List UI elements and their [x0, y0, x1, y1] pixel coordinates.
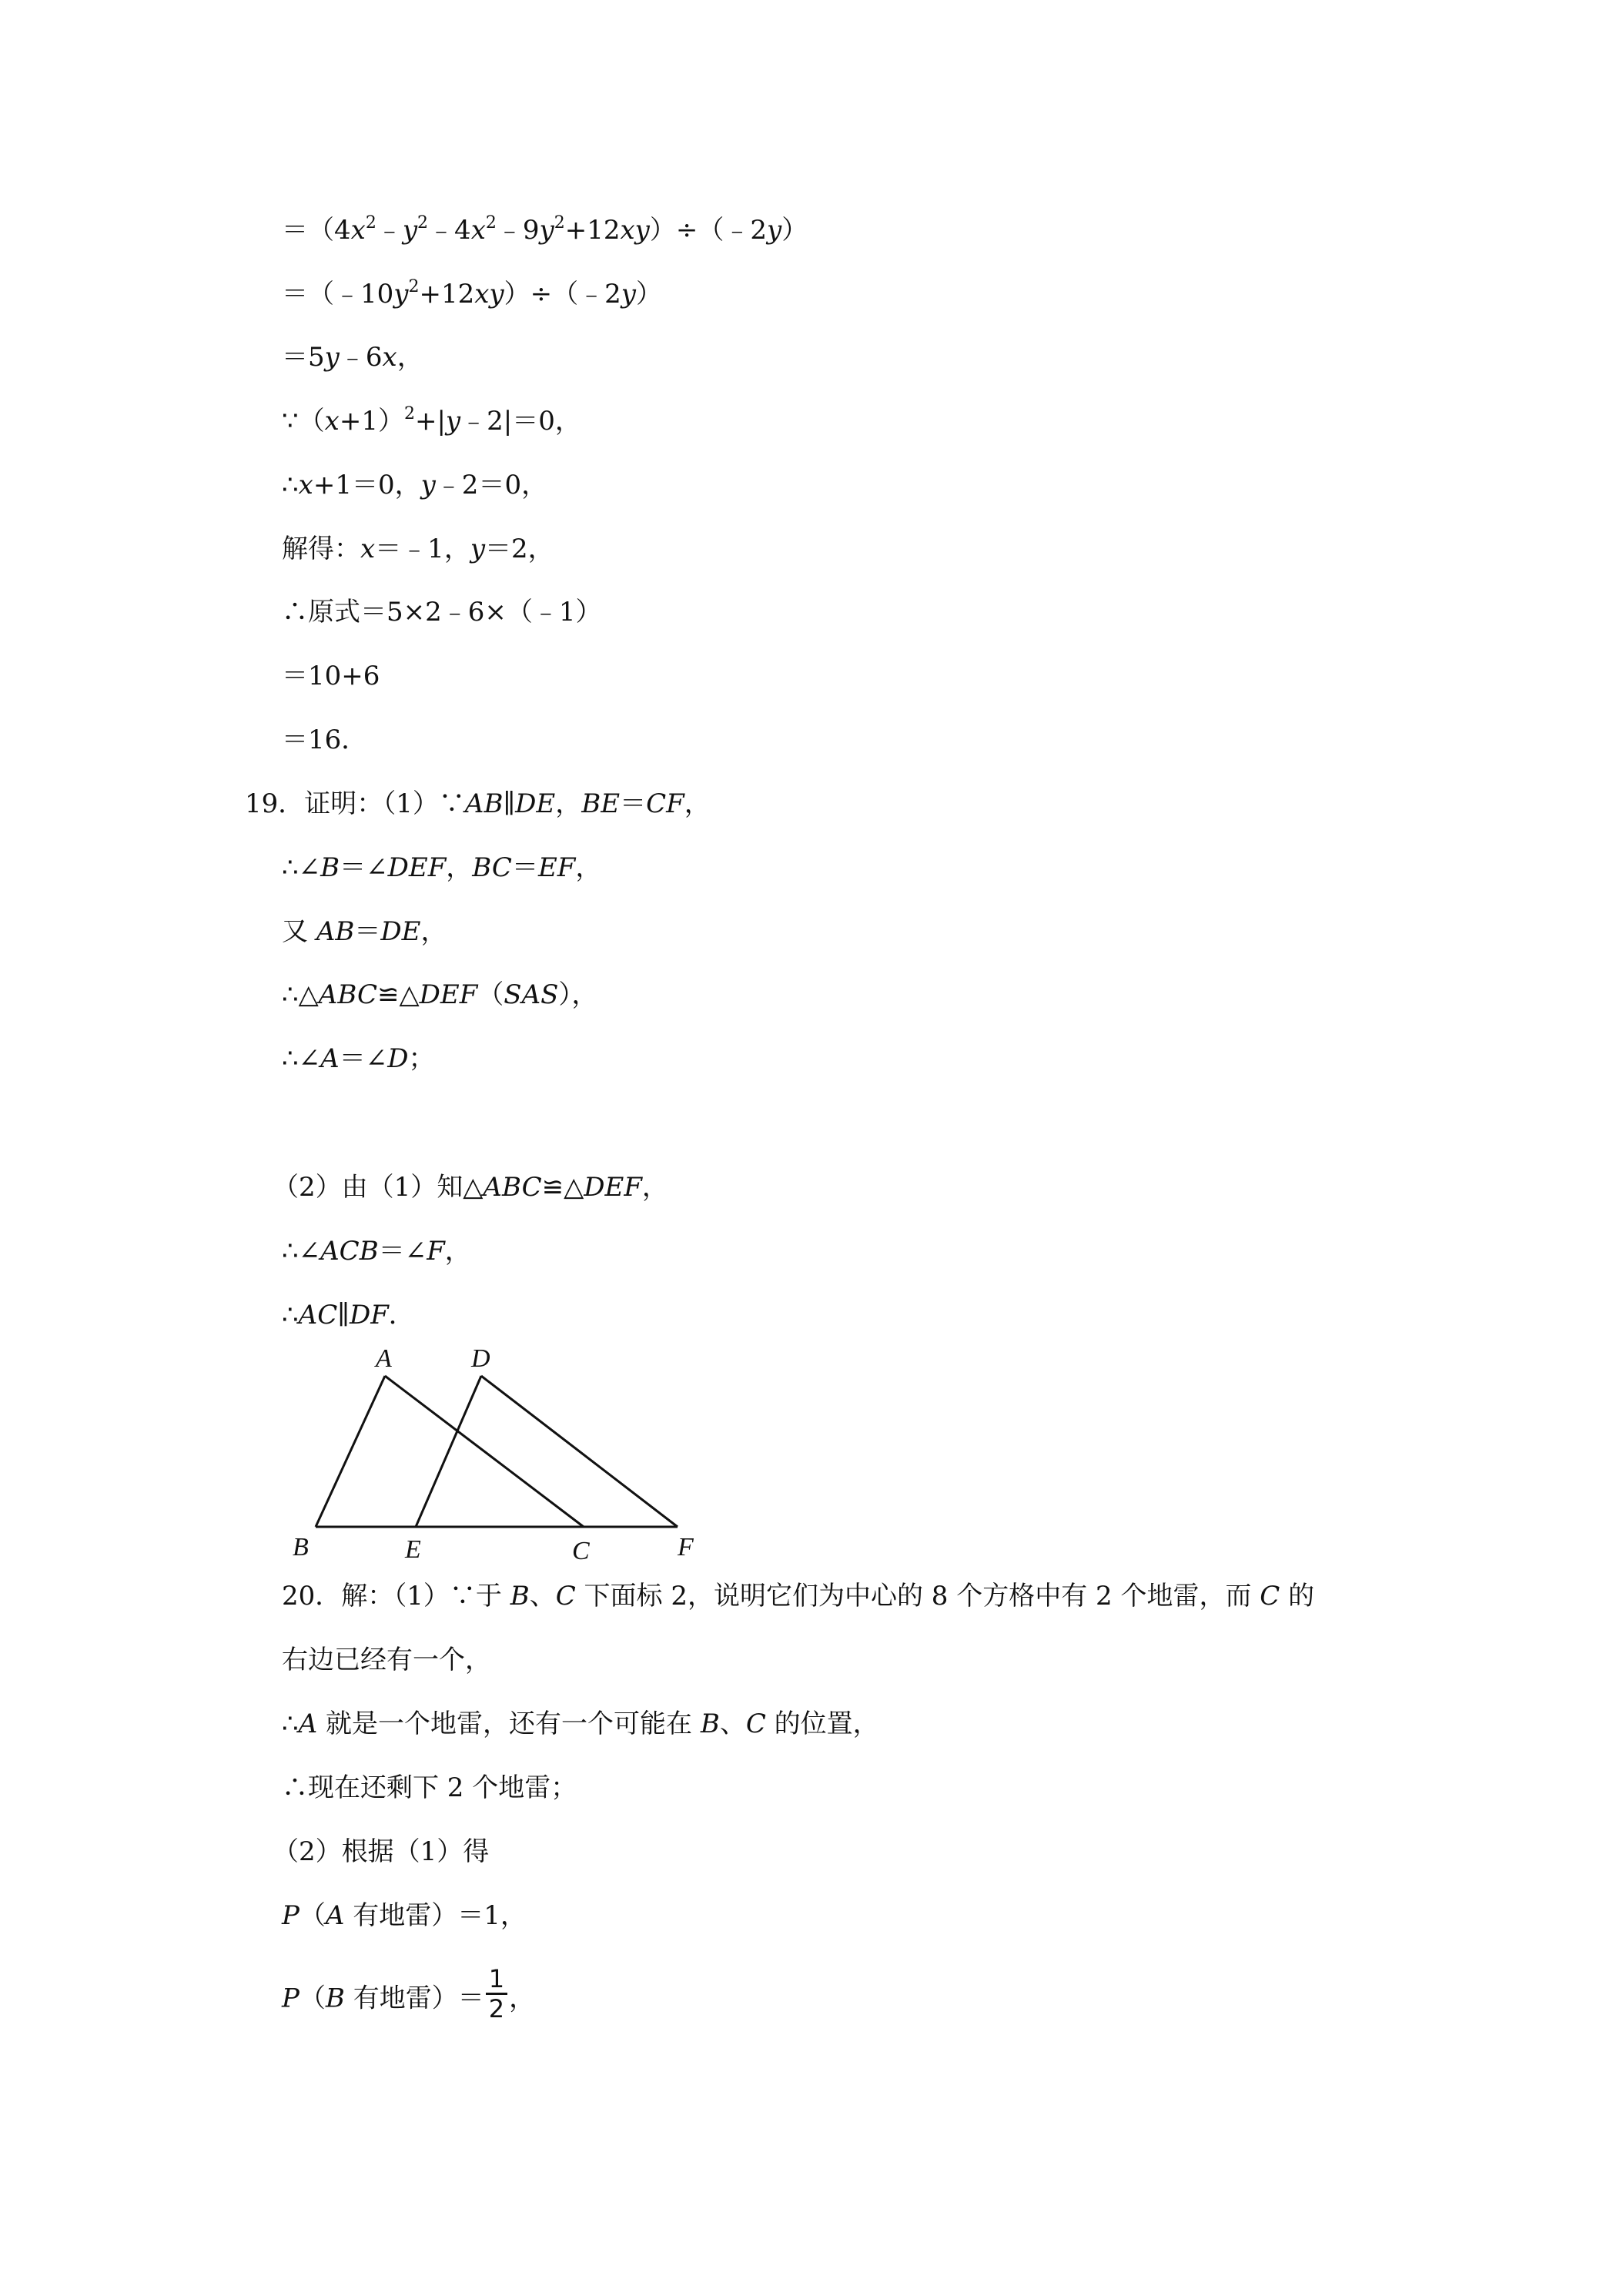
proof-line: ∴△ABC≌△DEF（SAS）， — [282, 979, 598, 1010]
solution-line: 解得：x＝﹣1，y＝2， — [282, 534, 554, 564]
probability-b-prefix: P（B 有地雷）＝ — [282, 1983, 484, 2014]
label-f: F — [678, 1533, 694, 1561]
solution-line: （2）根据（1）得 — [273, 1836, 490, 1867]
solution-line: ∴A 就是一个地雷，还有一个可能在 B、C 的位置， — [282, 1709, 879, 1739]
solution-line: $=(4x^2﹣y^2﹣4x^2﹣9y^2+12xy)\div(﹣2y)$ — [282, 213, 808, 246]
proof-line: ∴∠ACB＝∠F， — [282, 1236, 471, 1267]
label-d: D — [471, 1344, 490, 1373]
label-a: A — [376, 1344, 392, 1373]
proof-line: ∴∠B＝∠DEF，BC＝EF， — [282, 852, 602, 883]
line-ed — [416, 1376, 481, 1527]
solution-line: ＝10+6 — [282, 661, 380, 691]
probability-b-suffix: ， — [509, 1983, 536, 2014]
line-df — [481, 1376, 678, 1527]
proof-line: （2）由（1）知△ABC≌△DEF， — [273, 1172, 668, 1203]
solution-line: ＝16． — [282, 725, 368, 755]
solution-line: $\because(x+1)^2+|y﹣2|=0$， — [282, 404, 581, 437]
label-e: E — [405, 1535, 421, 1564]
solution-line: ∴现在还剩下 2 个地雷； — [282, 1772, 577, 1803]
proof-line: ∴AC∥DF． — [282, 1300, 415, 1330]
triangle-figure — [285, 1336, 716, 1567]
figure-lines — [316, 1376, 678, 1527]
fraction-numerator: 1 — [486, 1965, 507, 1995]
solution-line: $=(﹣10y^2+12xy)\div(﹣2y)$ — [282, 277, 662, 310]
fraction-denominator: 2 — [488, 1994, 505, 2023]
proof-line: ∴∠A＝∠D； — [282, 1043, 435, 1074]
solution-line: ＝5y﹣6x， — [282, 342, 423, 373]
label-c: C — [572, 1537, 590, 1565]
fraction-one-half — [486, 1965, 507, 2023]
proof-line: 又 AB＝DE， — [282, 916, 447, 947]
solution-line: ∴原式＝5×2﹣6×（﹣1） — [282, 597, 602, 628]
line-ac — [385, 1376, 584, 1527]
solution-line: ∴x+1＝0，y﹣2＝0， — [282, 470, 548, 500]
label-b: B — [293, 1533, 309, 1561]
probability-b-line — [282, 1964, 536, 2029]
line-ba — [316, 1376, 385, 1527]
solution-line: P（A 有地雷）＝1， — [282, 1900, 527, 1931]
solution-line: 右边已经有一个， — [282, 1645, 491, 1675]
question-19-heading: 19．证明：（1）∵AB∥DE，BE＝CF， — [245, 788, 711, 819]
question-20-heading: 20．解：（1）∵于 B、C 下面标 2，说明它们为中心的 8 个方格中有 2 个地雷，而 C 的 — [282, 1581, 1315, 1612]
